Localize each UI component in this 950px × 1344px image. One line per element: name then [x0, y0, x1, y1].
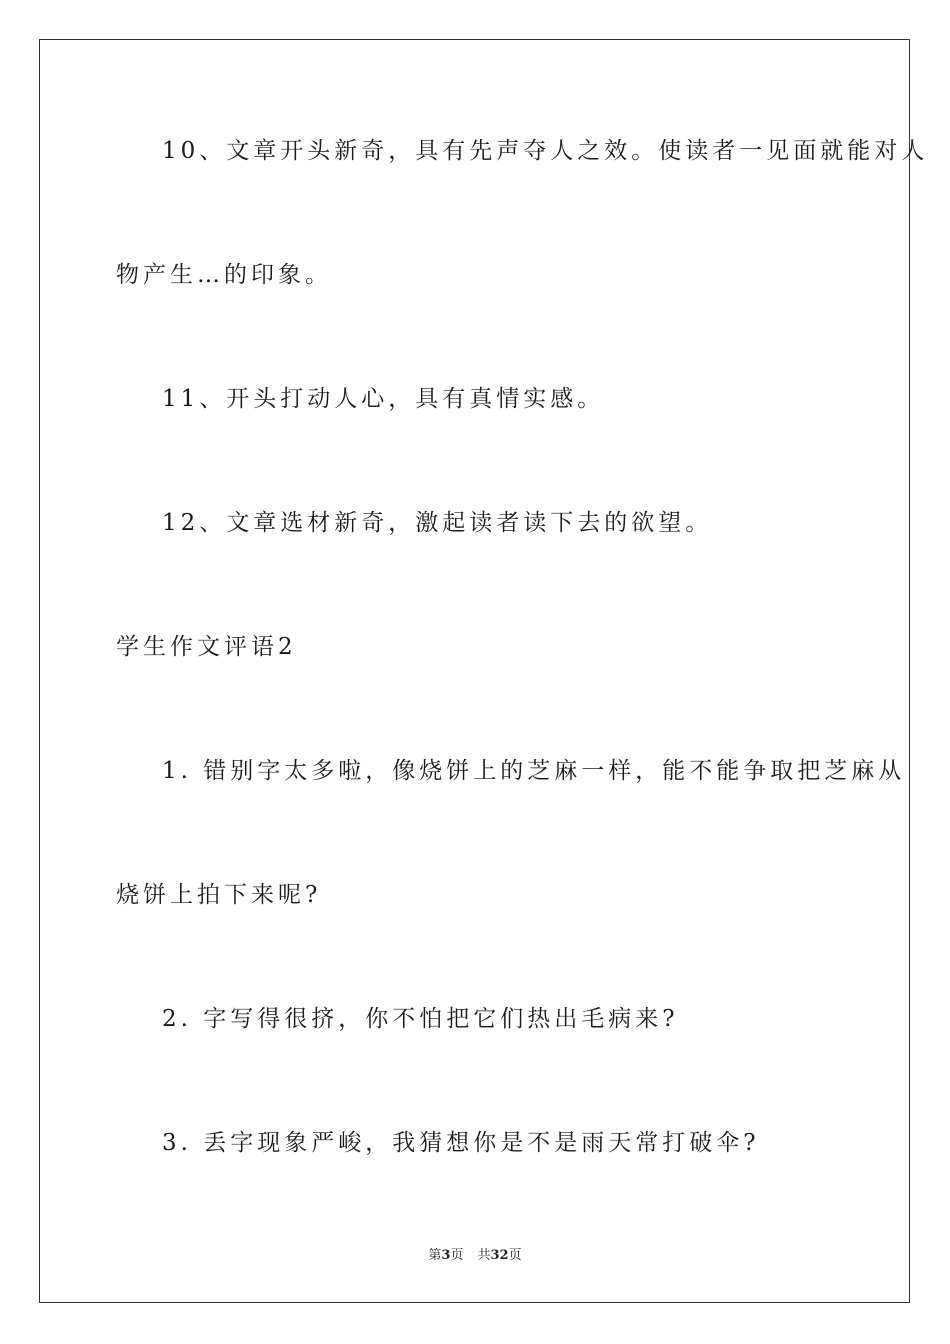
- footer-page-number: 3: [441, 1248, 451, 1263]
- paragraph-line-11: 11、开头打动人心，具有真情实感。: [162, 386, 605, 412]
- list-item-2: 2. 字写得很挤，你不怕把它们热出毛病来?: [162, 1006, 679, 1032]
- footer-total-suffix: 页: [508, 1248, 522, 1263]
- footer-total-prefix: 共: [477, 1248, 491, 1263]
- section-heading: 学生作文评语2: [116, 634, 297, 660]
- paragraph-line-10: 10、文章开头新奇，具有先声夺人之效。使读者一见面就能对人: [162, 138, 929, 164]
- page-footer: [0, 1247, 950, 1265]
- list-item-1-continued: 烧饼上拍下来呢?: [116, 882, 322, 908]
- footer-page-prefix: 第: [428, 1248, 442, 1263]
- paragraph-line-12: 12、文章选材新奇，激起读者读下去的欲望。: [162, 510, 713, 536]
- list-item-3: 3. 丢字现象严峻，我猜想你是不是雨天常打破伞?: [162, 1130, 760, 1156]
- page-border: [39, 39, 910, 1303]
- list-item-1: 1. 错别字太多啦，像烧饼上的芝麻一样，能不能争取把芝麻从: [162, 758, 906, 784]
- paragraph-line-10-continued: 物产生…的印象。: [116, 262, 332, 288]
- footer-page-suffix: 页: [450, 1248, 464, 1263]
- footer-total-number: 32: [490, 1248, 509, 1263]
